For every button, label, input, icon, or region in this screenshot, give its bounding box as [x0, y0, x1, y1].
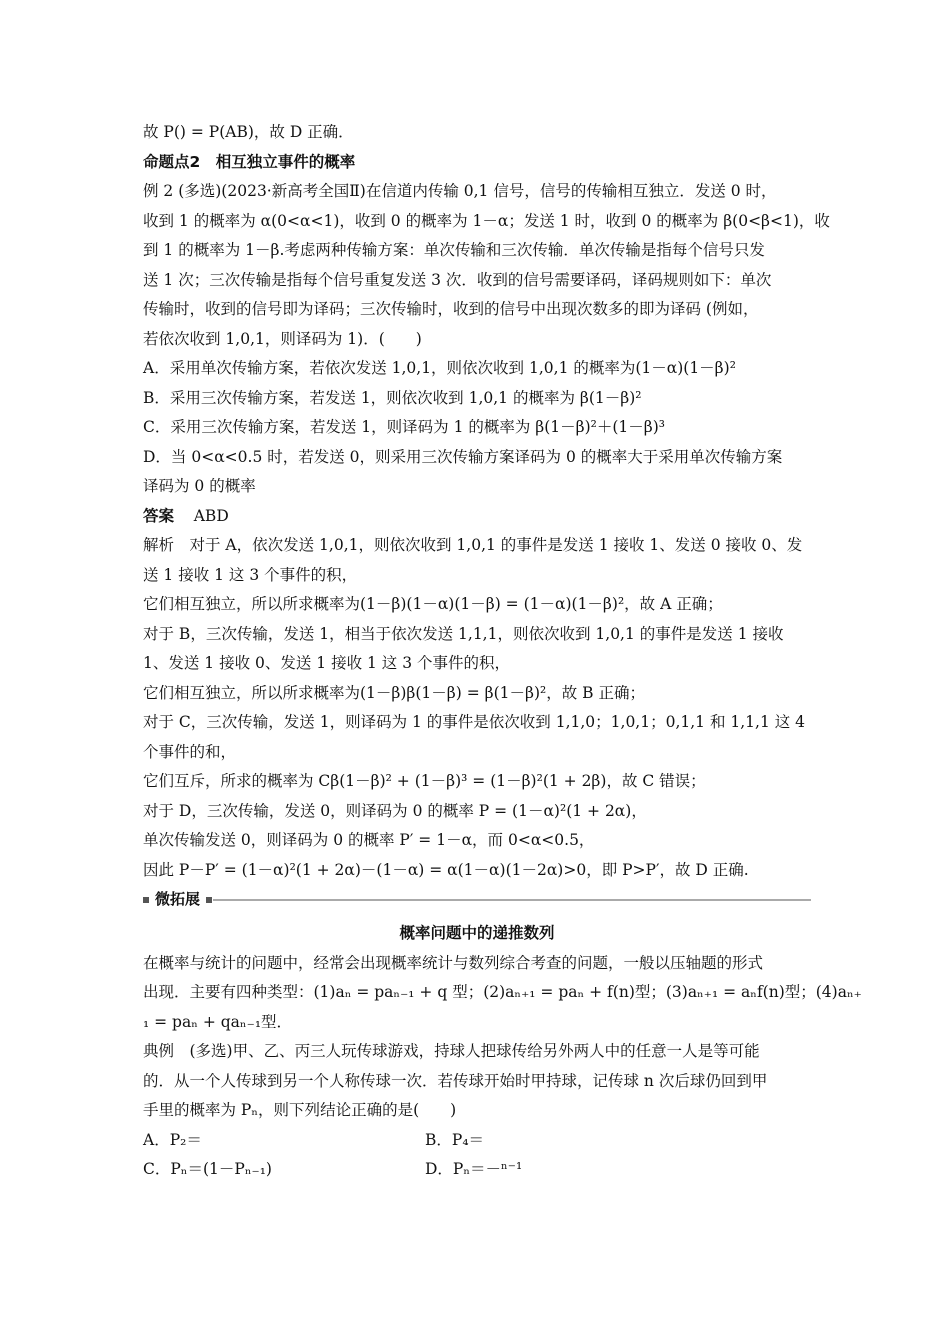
- analysis-line: 个事件的和，: [143, 742, 237, 761]
- section-title: 命题点2 相互独立事件的概率: [143, 152, 356, 171]
- option-b: B．采用三次传输方案，若发送 1，则依次收到 1,0,1 的概率为 β(1－β)²: [143, 388, 642, 407]
- extension-intro: [143, 949, 862, 1038]
- analysis-line: 对于 B，三次传输，发送 1，相当于依次发送 1,1,1，则依次收到 1,0,1 的事件是发送 1 接收: [143, 624, 784, 643]
- extension-title: 概率问题中的递推数列: [399, 924, 555, 942]
- option-d: D．当 0<α<0.5 时，若发送 0，则采用三次传输方案译码为 0 的概率大于采用单次传输方案: [143, 447, 783, 466]
- answer-value: ABD: [193, 506, 229, 525]
- document-page: [143, 118, 862, 1185]
- analysis-line: 它们相互独立，所以所求概率为(1－β)(1－α)(1－β) = (1－α)(1－β)²，故 A 正确；: [143, 595, 723, 613]
- answer-label: 答案: [143, 506, 175, 525]
- analysis-block: [143, 531, 811, 885]
- problem-line: 典例 (多选)甲、乙、丙三人玩传球游戏，持球人把球传给另外两人中的任意一人是等可能: [143, 1042, 760, 1060]
- extension-problem: [143, 1037, 811, 1185]
- option-row: [143, 1155, 811, 1185]
- analysis-line: 对于 D，三次传输，发送 0，则译码为 0 的概率 P = (1－α)²(1 + 2α)，: [143, 801, 647, 820]
- option-c: C．采用三次传输方案，若发送 1，则译码为 1 的概率为 β(1－β)²＋(1－β)³: [143, 418, 666, 436]
- text-line: 故 P() = P(AB)，故 D 正确．: [143, 123, 354, 141]
- example-block: [143, 177, 830, 502]
- option-b: B．P₄＝: [425, 1130, 485, 1149]
- option-a: A．P₂＝: [143, 1130, 202, 1149]
- example-line: 传输时，收到的信号即为译码；三次传输时，收到的信号中出现次数多的即为译码 (例如，: [143, 300, 759, 318]
- option-d: D．Pₙ＝－ⁿ⁻¹: [425, 1160, 523, 1178]
- example-line: 收到 1 的概率为 α(0<α<1)，收到 0 的概率为 1－α；发送 1 时，收到 0 的概率为 β(0<β<1)，收: [143, 211, 830, 230]
- intro-line: 出现．主要有四种类型：(1)aₙ = paₙ₋₁ + q 型；(2)aₙ₊₁ = paₙ + f(n)型；(3)aₙ₊₁ = aₙf(n)型；(4)aₙ₊: [143, 983, 862, 1001]
- intro-line: ₁ = paₙ + qaₙ₋₁型．: [143, 1012, 293, 1031]
- analysis-line: 对于 C，三次传输，发送 1，则译码为 1 的事件是依次收到 1,1,0；1,0,1；0,1,1 和 1,1,1 这 4: [143, 713, 806, 731]
- analysis-line: 解析 对于 A，依次发送 1,0,1，则依次收到 1,0,1 的事件是发送 1 接收 1、发送 0 接收 0、发: [143, 536, 803, 554]
- example-line: 若依次收到 1,0,1，则译码为 1)．( ): [143, 329, 422, 348]
- bar-bullet-icon: [206, 897, 212, 903]
- example-line: 到 1 的概率为 1－β.考虑两种传输方案：单次传输和三次传输．单次传输是指每个信号只发: [143, 241, 765, 259]
- example-line: 例 2 (多选)(2023·新高考全国Ⅱ)在信道内传输 0,1 信号，信号的传输相互独立．发送 0 时，: [143, 182, 777, 200]
- analysis-line: 1、发送 1 接收 0、发送 1 接收 1 这 3 个事件的积，: [143, 654, 511, 672]
- analysis-line: 送 1 接收 1 这 3 个事件的积，: [143, 565, 358, 584]
- analysis-line: 因此 P－P′ = (1－α)²(1 + 2α)－(1－α) = α(1－α)(1－2α)>0，即 P>P′，故 D 正确.: [143, 860, 749, 879]
- answer-line: [143, 502, 811, 532]
- bar-bullet-icon: [143, 897, 149, 903]
- option-c: C．Pₙ＝(1－Pₙ₋₁): [143, 1160, 272, 1178]
- analysis-line: 单次传输发送 0，则译码为 0 的概率 P′ = 1－α，而 0<α<0.5，: [143, 831, 595, 849]
- option-row: [143, 1126, 811, 1156]
- divider: [213, 899, 811, 901]
- analysis-line: 它们互斥，所求的概率为 Cβ(1－β)² + (1－β)³ = (1－β)²(1 + 2β)，故 C 错误；: [143, 772, 706, 790]
- option-d-cont: 译码为 0 的概率: [143, 477, 256, 495]
- intro-line: 在概率与统计的问题中，经常会出现概率统计与数列综合考查的问题，一般以压轴题的形式: [143, 953, 764, 972]
- extension-bar: [143, 889, 811, 911]
- option-a: A．采用单次传输方案，若依次发送 1,0,1，则依次收到 1,0,1 的概率为(1－α)(1－β)²: [143, 359, 736, 377]
- problem-line: 的．从一个人传球到另一个人称传球一次．若传球开始时甲持球，记传球 n 次后球仍回到甲: [143, 1071, 768, 1090]
- example-line: 送 1 次；三次传输是指每个信号重复发送 3 次．收到的信号需要译码，译码规则如下：单次: [143, 270, 772, 289]
- problem-line: 手里的概率为 Pₙ，则下列结论正确的是( ): [143, 1101, 457, 1119]
- analysis-line: 它们相互独立，所以所求概率为(1－β)β(1－β) = β(1－β)²，故 B 正确；: [143, 683, 645, 702]
- extension-bar-label: 微拓展: [155, 890, 201, 908]
